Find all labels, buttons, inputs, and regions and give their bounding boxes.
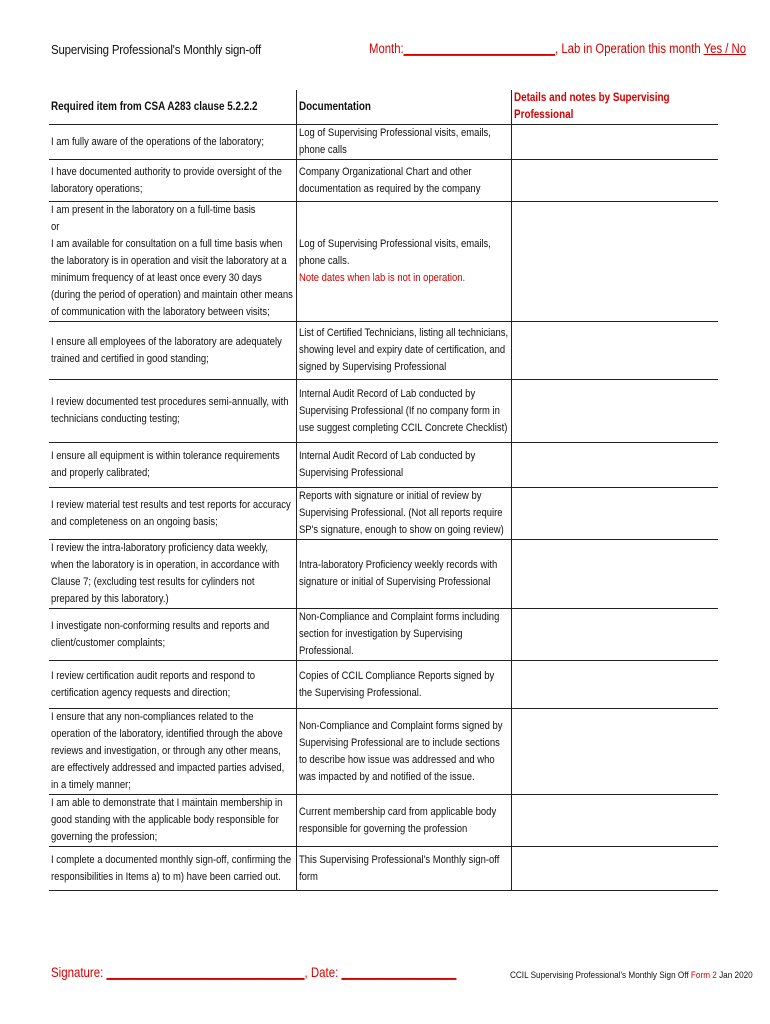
table-row: [49, 847, 718, 891]
documentation-text: Log of Supervising Professional visits, emails, phone calls: [298, 127, 491, 156]
header-required-item: Required item from CSA A283 clause 5.2.2.2: [49, 90, 296, 125]
documentation-cell: [296, 488, 511, 540]
requirement-cell: [49, 160, 296, 202]
documentation-cell: [296, 322, 511, 380]
requirement-cell: [49, 488, 296, 540]
table-row: [49, 661, 718, 709]
documentation-cell: [296, 202, 511, 322]
date-label: , Date:: [304, 964, 342, 980]
documentation-cell: [296, 709, 511, 795]
requirement-cell: [49, 443, 296, 488]
documentation-cell: [296, 795, 511, 847]
requirement-text: I ensure all equipment is within tolerance requirements and properly calibrated;: [51, 450, 280, 479]
documentation-cell: [296, 661, 511, 709]
requirement-cell: [49, 661, 296, 709]
documentation-text: Reports with signature or initial of review by Supervising Professional. (Not all reports require SP's signature, enough to show on going review): [298, 490, 504, 536]
table-row: [49, 202, 718, 322]
details-notes-field[interactable]: [511, 125, 718, 160]
details-notes-field[interactable]: [511, 160, 718, 202]
documentation-note: Note dates when lab is not in operation.: [298, 272, 465, 284]
documentation-cell: [296, 125, 511, 160]
requirement-cell: [49, 380, 296, 443]
table-row: [49, 795, 718, 847]
page-title: Supervising Professional's Monthly sign-off: [51, 42, 261, 57]
table-row: [49, 443, 718, 488]
requirement-text: I review the intra-laboratory proficiency data weekly, when the laboratory is in operation, in accordance with Clause 7; (excluding test results for cylinders not prepared by this laboratory.): [51, 542, 280, 605]
form-id-number: Form 2: [690, 970, 717, 981]
requirement-text: I review documented test procedures semi-annually, with technicians conducting testing;: [51, 396, 289, 425]
documentation-text: List of Certified Technicians, listing all technicians, showing level and expiry date of certification, and signed by Supervising Professional: [298, 327, 508, 373]
documentation-cell: [296, 609, 511, 661]
requirement-cell: [49, 125, 296, 160]
header-documentation: Documentation: [296, 90, 511, 125]
requirement-text: I review certification audit reports and respond to certification agency requests and direction;: [51, 669, 256, 699]
table-row: [49, 609, 718, 661]
requirement-text: I am fully aware of the operations of the laboratory;: [51, 135, 264, 148]
documentation-cell: [296, 443, 511, 488]
form-id-suffix: Jan 2020: [716, 970, 753, 981]
details-notes-field[interactable]: [511, 488, 718, 540]
details-notes-field[interactable]: [511, 709, 718, 795]
lab-in-operation-label: , Lab in Operation this month: [555, 41, 704, 56]
requirement-text: I complete a documented monthly sign-off, confirming the responsibilities in Items a) to m) have been carried out.: [51, 853, 292, 883]
requirement-text: I review material test results and test reports for accuracy and completeness on an ongoing basis;: [51, 498, 291, 528]
signature-label: Signature:: [51, 964, 107, 980]
month-field[interactable]: ________________________: [403, 41, 556, 56]
table-header-row: [49, 90, 718, 125]
details-notes-field[interactable]: [511, 540, 718, 609]
details-notes-field[interactable]: [511, 609, 718, 661]
requirement-cell: [49, 322, 296, 380]
signature-line: [51, 964, 456, 980]
documentation-cell: [296, 380, 511, 443]
details-notes-field[interactable]: [511, 795, 718, 847]
form-id-prefix: CCIL Supervising Professional's Monthly Sign Off: [510, 970, 691, 981]
requirement-cell: [49, 795, 296, 847]
documentation-text: Log of Supervising Professional visits, emails, phone calls.: [298, 238, 491, 267]
documentation-text: Non-Compliance and Complaint forms signed by Supervising Professional are to include sections to describe how issue was addressed and who was impacted by and notified of the issue.: [298, 719, 502, 783]
header-details-notes: Details and notes by Supervising Professional: [511, 90, 718, 125]
table-row: [49, 709, 718, 795]
table-row: [49, 125, 718, 160]
requirement-cell: [49, 609, 296, 661]
documentation-cell: [296, 160, 511, 202]
documentation-text: Internal Audit Record of Lab conducted by Supervising Professional (If no company form in use suggest completing CCIL Concrete Checklist): [298, 387, 507, 434]
requirement-text: I am able to demonstrate that I maintain membership in good standing with the applicable body responsible for governing the profession;: [51, 797, 283, 843]
requirement-cell: [49, 540, 296, 609]
month-operation-line: [369, 41, 746, 56]
table-row: [49, 540, 718, 609]
requirement-cell: [49, 709, 296, 795]
table-row: [49, 380, 718, 443]
documentation-text: Intra-laboratory Proficiency weekly records with signature or initial of Supervising Professional: [298, 559, 497, 588]
details-notes-field[interactable]: [511, 202, 718, 322]
yes-no-choice[interactable]: Yes / No: [703, 41, 747, 56]
documentation-text: This Supervising Professional's Monthly sign-off form: [298, 853, 499, 883]
details-notes-field[interactable]: [511, 661, 718, 709]
month-label: Month:: [369, 41, 404, 56]
requirement-text: I ensure all employees of the laboratory are adequately trained and certified in good standing;: [51, 335, 282, 365]
requirement-text: I ensure that any non-compliances related to the operation of the laboratory, identified through the above reviews and investigation, or through any other means, are effectively addressed and impacted parties advised, in a timely manner;: [51, 711, 285, 791]
details-notes-field[interactable]: [511, 847, 718, 891]
documentation-text: Copies of CCIL Compliance Reports signed by the Supervising Professional.: [298, 669, 494, 699]
table-row: [49, 488, 718, 540]
requirement-text: I investigate non-conforming results and reports and client/customer complaints;: [51, 619, 270, 649]
requirement-text: I have documented authority to provide oversight of the laboratory operations;: [51, 165, 282, 195]
date-field[interactable]: __________________: [341, 964, 457, 980]
requirement-text-line: I am available for consultation on a full time basis when the laboratory is in operation and visit the laboratory at a minimum frequency of at least once every 30 days (during the period of operation) and maintain other means of communication with the laboratory between visits;: [51, 238, 293, 318]
table-row: [49, 322, 718, 380]
table-row: [49, 160, 718, 202]
documentation-text: Current membership card from applicable body responsible for governing the profession: [298, 805, 496, 835]
requirement-text-line: I am present in the laboratory on a full-time basis: [51, 204, 256, 216]
requirement-text-line: or: [51, 221, 60, 233]
signoff-table: [49, 90, 718, 891]
documentation-text: Internal Audit Record of Lab conducted by Supervising Professional: [298, 450, 475, 479]
documentation-text: Company Organizational Chart and other documentation as required by the company: [298, 165, 480, 195]
signature-field[interactable]: _______________________________: [106, 964, 305, 980]
documentation-text: Non-Compliance and Complaint forms including section for investigation by Supervising Professional.: [298, 611, 499, 657]
details-notes-field[interactable]: [511, 322, 718, 380]
requirement-cell: [49, 847, 296, 891]
details-notes-field[interactable]: [511, 380, 718, 443]
requirement-cell: [49, 202, 296, 322]
details-notes-field[interactable]: [511, 443, 718, 488]
form-id: [510, 970, 753, 981]
documentation-cell: [296, 540, 511, 609]
signoff-table-body: [49, 90, 718, 891]
documentation-cell: [296, 847, 511, 891]
